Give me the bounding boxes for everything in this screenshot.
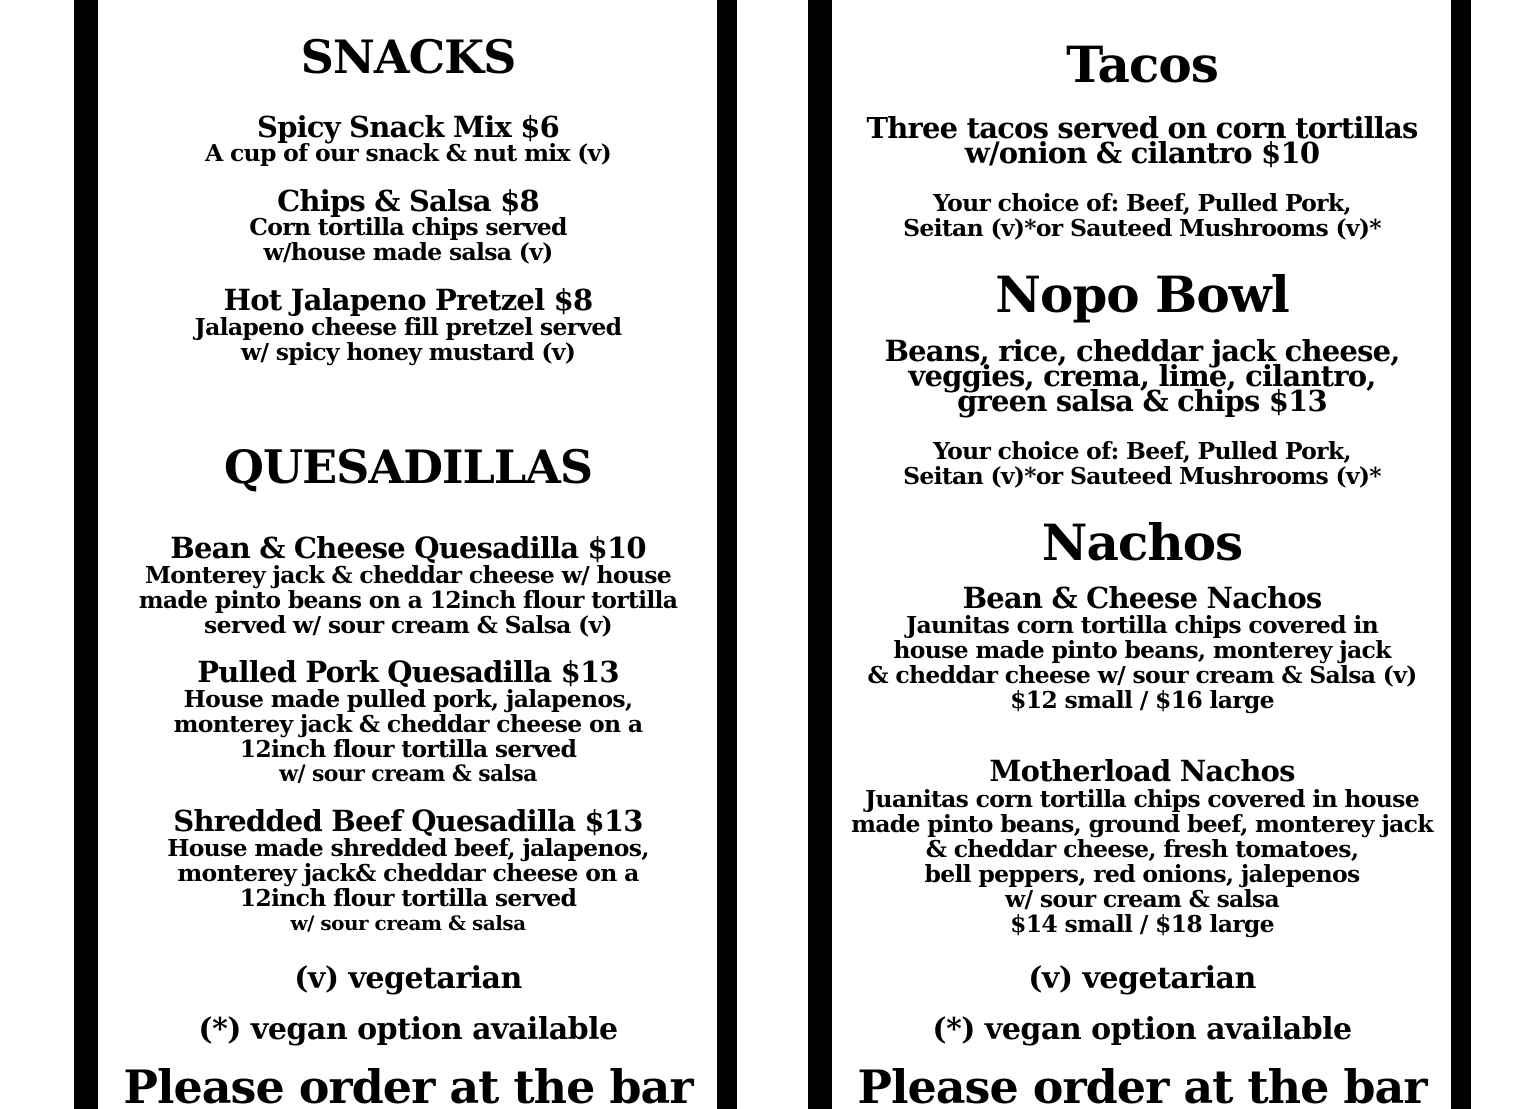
nachos-title: Nachos	[1041, 513, 1243, 572]
left-panel-border-left	[74, 0, 98, 1109]
item-description: House made shredded beef, jalapenos,	[167, 834, 649, 862]
item-name: Hot Jalapeno Pretzel $8	[223, 283, 593, 317]
right-menu-panel	[832, 0, 1452, 1109]
nopo-bowl-choice: Your choice of: Beef, Pulled Pork,	[933, 437, 1351, 465]
item-name: Bean & Cheese Nachos	[962, 581, 1322, 615]
item-description: Corn tortilla chips served	[249, 213, 567, 241]
item-description: w/house made salsa (v)	[263, 238, 553, 266]
quesadillas-title: QUESADILLAS	[223, 440, 593, 494]
vegan-legend: (*) vegan option available	[198, 1012, 618, 1047]
item-name: Spicy Snack Mix $6	[257, 110, 559, 144]
item-description: 12inch flour tortilla served	[239, 884, 577, 912]
item-description: monterey jack & cheddar cheese on a	[173, 710, 643, 738]
item-name: Shredded Beef Quesadilla $13	[173, 804, 643, 838]
vegetarian-legend: (v) vegetarian	[1028, 961, 1256, 996]
nopo-bowl-description: Beans, rice, cheddar jack cheese,	[884, 334, 1400, 368]
item-description: bell peppers, red onions, jalepenos	[924, 860, 1360, 888]
item-name: Bean & Cheese Quesadilla $10	[170, 531, 646, 565]
item-description: 12inch flour tortilla served	[239, 735, 577, 763]
vegetarian-legend: (v) vegetarian	[294, 961, 522, 996]
vegan-legend: (*) vegan option available	[932, 1012, 1352, 1047]
item-description: w/ sour cream & salsa	[279, 761, 537, 787]
item-description: A cup of our snack & nut mix (v)	[204, 139, 612, 167]
right-panel-border-right	[1451, 0, 1471, 1109]
nopo-bowl-description: green salsa & chips $13	[957, 384, 1327, 418]
tacos-description: Three tacos served on corn tortillas	[866, 111, 1418, 145]
right-panel-border-left	[808, 0, 832, 1109]
item-description: made pinto beans, ground beef, monterey jack	[851, 810, 1433, 838]
item-description: monterey jack& cheddar cheese on a	[177, 859, 639, 887]
item-description: w/ spicy honey mustard (v)	[240, 338, 576, 366]
nopo-bowl-title: Nopo Bowl	[995, 265, 1289, 324]
tacos-title: Tacos	[1066, 35, 1218, 94]
order-notice: Please order at the bar	[123, 1060, 693, 1109]
item-description: & cheddar cheese w/ sour cream & Salsa (v)	[867, 661, 1417, 689]
item-description: Jaunitas corn tortilla chips covered in	[906, 611, 1378, 639]
left-panel-border-right	[717, 0, 737, 1109]
item-description: House made pulled pork, jalapenos,	[183, 685, 633, 713]
item-name: Chips & Salsa $8	[277, 184, 539, 218]
item-description: house made pinto beans, monterey jack	[893, 636, 1391, 664]
snacks-title: SNACKS	[300, 30, 516, 84]
item-name: Motherload Nachos	[989, 754, 1295, 788]
item-description: Monterey jack & cheddar cheese w/ house	[144, 561, 672, 589]
order-notice: Please order at the bar	[857, 1060, 1427, 1109]
item-description: $12 small / $16 large	[1010, 686, 1274, 714]
nopo-bowl-choice: Seitan (v)*or Sauteed Mushrooms (v)*	[903, 462, 1381, 490]
item-description: Juanitas corn tortilla chips covered in house	[865, 785, 1419, 813]
item-description: Jalapeno cheese fill pretzel served	[194, 313, 622, 341]
item-description: & cheddar cheese, fresh tomatoes,	[925, 835, 1359, 863]
item-name: Pulled Pork Quesadilla $13	[197, 655, 619, 689]
tacos-description: w/onion & cilantro $10	[964, 136, 1320, 170]
left-menu-panel	[98, 0, 718, 1109]
nopo-bowl-description: veggies, crema, lime, cilantro,	[908, 359, 1376, 393]
item-description: w/ sour cream & salsa	[290, 911, 526, 935]
item-description: w/ sour cream & salsa	[1004, 885, 1279, 913]
tacos-choice: Your choice of: Beef, Pulled Pork,	[933, 189, 1351, 217]
item-description: made pinto beans on a 12inch flour tortilla	[138, 586, 678, 614]
tacos-choice: Seitan (v)*or Sauteed Mushrooms (v)*	[903, 214, 1381, 242]
item-description: $14 small / $18 large	[1010, 910, 1274, 938]
item-description: served w/ sour cream & Salsa (v)	[204, 611, 612, 639]
